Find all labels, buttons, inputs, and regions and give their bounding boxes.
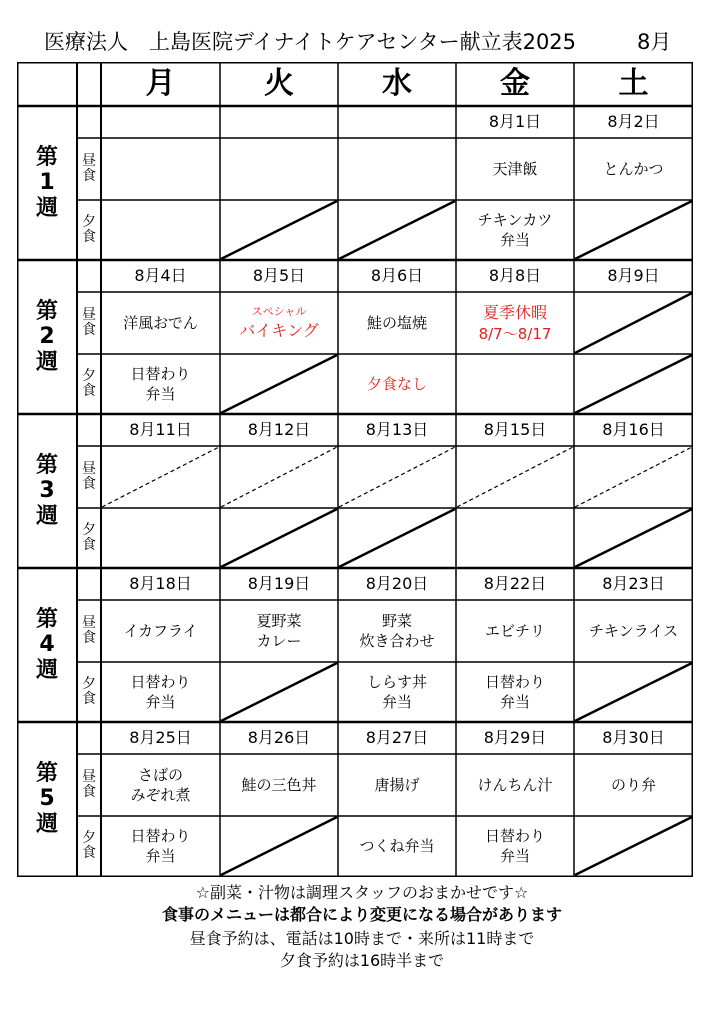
lunch-cell: エビチリ (484, 621, 545, 640)
dinner-cell (574, 354, 693, 414)
no-dinner-cell: 夕食なし (366, 374, 427, 393)
footer-note-side-dishes: ☆副菜・汁物は調理スタッフのおまかせです☆ (195, 883, 529, 902)
footer-note-menu-change: 食事のメニューは都合により変更になる場合があります (161, 905, 562, 924)
lunch-cell (220, 446, 338, 508)
lunch-cell: 天津飯 (492, 159, 538, 178)
dinner-label: 夕 食 (82, 521, 96, 553)
date-cell (101, 106, 220, 138)
lunch-cell: とんかつ (603, 159, 664, 178)
date-cell: 8月23日 (602, 574, 665, 594)
special-label: スペシャル (251, 304, 307, 318)
date-cell: 8月19日 (247, 574, 311, 594)
lunch-cell (220, 138, 338, 200)
week-label: 第 4 週 (35, 607, 58, 683)
dinner-cell: チキンカツ 弁当 (477, 210, 553, 249)
date-cell: 8月29日 (483, 728, 547, 748)
lunch-cell: 夏野菜 カレー (256, 611, 302, 650)
lunch-cell (338, 446, 456, 508)
day-header: 水 (382, 65, 412, 101)
holiday-range: 8/7～8/17 (478, 324, 552, 343)
dinner-cell (574, 508, 693, 568)
dinner-cell (101, 508, 220, 568)
week-label: 第 1 週 (35, 145, 58, 221)
date-cell: 8月6日 (370, 266, 424, 286)
footer-note-lunch-reservation: 昼食予約は、電話は10時まで・来所は11時まで (189, 929, 535, 948)
date-cell: 8月16日 (602, 420, 665, 440)
date-cell: 8月11日 (129, 420, 192, 440)
footer-note-dinner-reservation: 夕食予約は16時半まで (279, 951, 445, 970)
dinner-cell (456, 354, 574, 414)
dinner-label: 夕 食 (82, 829, 96, 861)
date-cell: 8月25日 (129, 728, 192, 748)
dinner-cell (220, 662, 338, 722)
date-cell: 8月4日 (134, 266, 187, 286)
buffet-label: バイキング (239, 320, 319, 340)
dinner-cell (220, 200, 338, 260)
date-cell: 8月9日 (607, 266, 660, 286)
week-label: 第 3 週 (35, 453, 58, 529)
dinner-label: 夕 食 (82, 675, 96, 707)
dinner-cell (456, 508, 574, 568)
date-cell: 8月8日 (488, 266, 542, 286)
lunch-label: 昼 食 (82, 460, 96, 492)
date-cell: 8月12日 (247, 420, 311, 440)
date-cell: 8月2日 (607, 112, 660, 132)
lunch-label: 昼 食 (82, 614, 96, 646)
lunch-label: 昼 食 (82, 152, 96, 184)
menu-table (17, 62, 693, 877)
week-label: 第 2 週 (35, 299, 58, 375)
lunch-cell: 野菜 炊き合わせ (359, 611, 435, 650)
date-cell: 8月20日 (365, 574, 429, 594)
lunch-cell (456, 446, 574, 508)
lunch-label: 昼 食 (82, 768, 96, 800)
lunch-cell (338, 138, 456, 200)
day-header: 金 (500, 65, 530, 101)
dinner-cell (101, 200, 220, 260)
dinner-cell (338, 508, 456, 568)
dinner-cell (338, 200, 456, 260)
dinner-label: 夕 食 (82, 213, 96, 245)
dinner-cell: 日替わり 弁当 (484, 672, 545, 711)
lunch-cell (101, 138, 220, 200)
date-cell: 8月30日 (602, 728, 665, 748)
dinner-cell (220, 816, 338, 876)
dinner-cell (574, 200, 693, 260)
day-header: 月 (145, 65, 176, 101)
dinner-cell: 日替わり 弁当 (130, 826, 191, 865)
lunch-cell (574, 446, 693, 508)
dinner-cell (574, 816, 693, 876)
lunch-label: 昼 食 (82, 306, 96, 338)
date-cell: 8月26日 (247, 728, 311, 748)
date-cell: 8月27日 (365, 728, 429, 748)
day-header: 土 (618, 65, 649, 101)
lunch-cell: けんちん汁 (477, 775, 553, 794)
page-month: 8月 (637, 30, 672, 54)
holiday-title: 夏季休暇 (482, 303, 547, 323)
day-header: 火 (264, 65, 294, 101)
lunch-cell: 鮭の三色丼 (241, 775, 317, 794)
page-title: 医療法人 上島医院デイナイトケアセンター献立表2025 (44, 30, 577, 54)
lunch-cell: 鮭の塩焼 (366, 313, 427, 332)
page-header (0, 22, 724, 56)
date-cell: 8月13日 (365, 420, 429, 440)
dinner-cell (220, 354, 338, 414)
lunch-cell (574, 292, 693, 354)
date-cell: 8月22日 (483, 574, 547, 594)
dinner-label: 夕 食 (82, 367, 96, 399)
date-cell: 8月15日 (483, 420, 547, 440)
date-cell: 8月18日 (129, 574, 192, 594)
lunch-cell (101, 446, 220, 508)
dinner-cell (574, 662, 693, 722)
dinner-cell: 日替わり 弁当 (130, 672, 191, 711)
date-cell (338, 106, 456, 138)
date-cell (220, 106, 338, 138)
date-cell: 8月5日 (252, 266, 306, 286)
dinner-cell: 日替わり 弁当 (484, 826, 545, 865)
dinner-cell: つくね弁当 (359, 836, 435, 855)
lunch-cell: 唐揚げ (374, 775, 420, 794)
lunch-cell: イカフライ (123, 621, 198, 640)
special-buffet-cell (220, 292, 338, 354)
lunch-cell: チキンライス (588, 621, 679, 640)
lunch-cell: さばの みぞれ煮 (130, 765, 191, 804)
date-cell: 8月1日 (488, 112, 542, 132)
dinner-cell (220, 508, 338, 568)
dinner-cell: 日替わり 弁当 (130, 364, 191, 403)
dinner-cell: しらす丼 弁当 (366, 672, 427, 711)
week-label: 第 5 週 (35, 761, 58, 837)
lunch-cell: のり弁 (610, 775, 656, 794)
summer-holiday-cell (456, 292, 574, 354)
lunch-cell: 洋風おでん (123, 313, 198, 332)
